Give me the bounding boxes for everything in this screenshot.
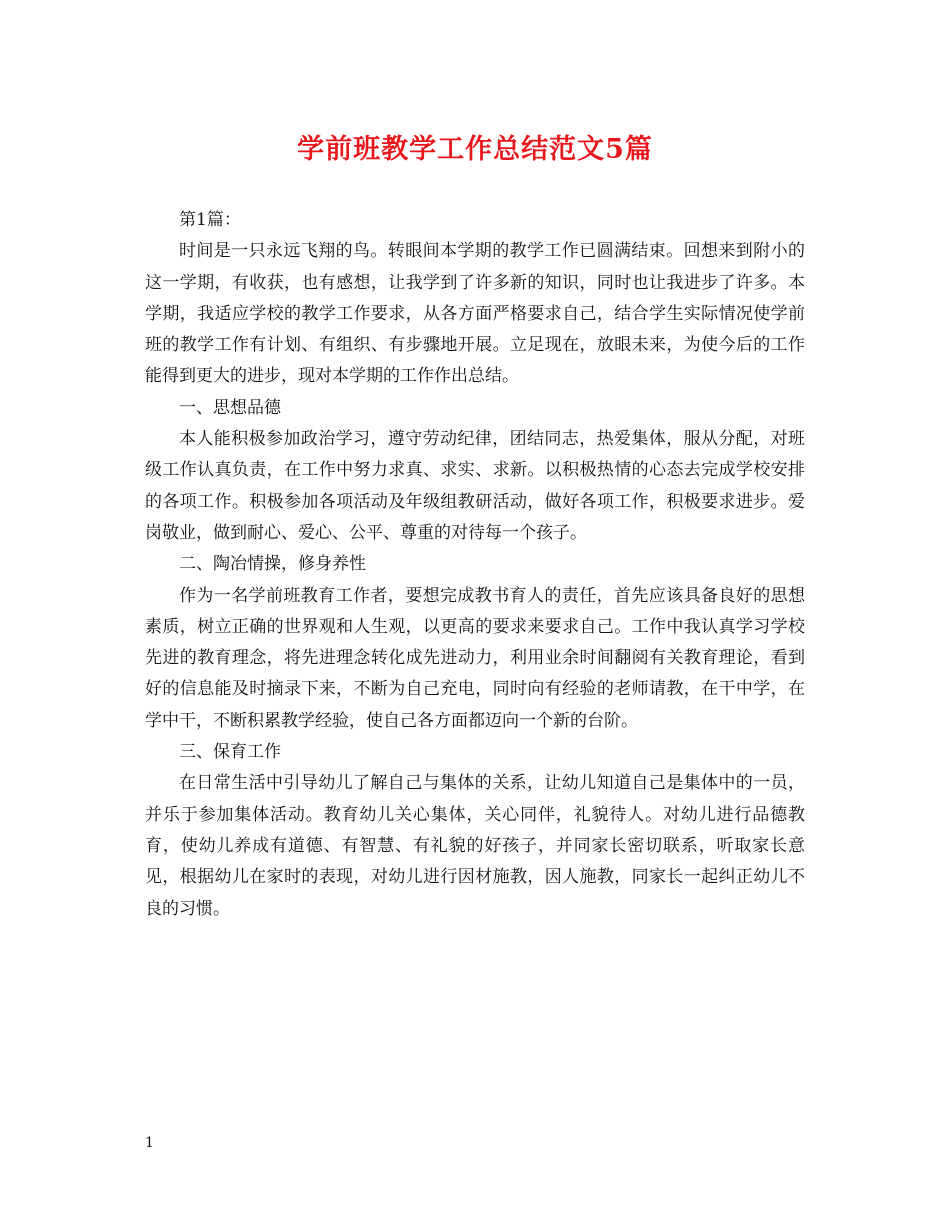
paragraph: 本人能积极参加政治学习，遵守劳动纪律，团结同志，热爱集体，服从分配，对班级工作认真负责，在工作中努力求真、求实、求新。以积极热情的心态去完成学校安排的各项工作。积极参加各项活动及年级组教研活动，做好各项工作，积极要求进步。爱岗敬业，做到耐心、爱心、公平、尊重的对待每一个孩子。 [145, 429, 805, 543]
paragraph: 作为一名学前班教育工作者，要想完成教书育人的责任，首先应该具备良好的思想素质，树立正确的世界观和人生观，以更高的要求来要求自己。工作中我认真学习学校先进的教育理念，将先进理念转化成先进动力，利用业余时间翻阅有关教育理论，看到好的信息能及时摘录下来，不断为自己充电，同时向有经验的老师请教，在干中学，在学中干，不断积累教学经验，使自己各方面都迈向一个新的台阶。 [145, 585, 805, 731]
paragraph: 在日常生活中引导幼儿了解自己与集体的关系，让幼儿知道自己是集体中的一员，并乐于参加集体活动。教育幼儿关心集体，关心同伴，礼貌待人。对幼儿进行品德教育，使幼儿养成有道德、有智慧、有礼貌的好孩子，并同家长密切联系，听取家长意见，根据幼儿在家时的表现，对幼儿进行因材施教，因人施教，同家长一起纠正幼儿不良的习惯。 [145, 773, 805, 919]
document-title: 学前班教学工作总结范文5篇 [297, 134, 653, 165]
section-heading: 一、思想品德 [179, 397, 281, 418]
section-heading: 三、保育工作 [179, 742, 281, 763]
section-heading: 二、陶冶情操，修身养性 [179, 554, 366, 575]
paragraph: 时间是一只永远飞翔的鸟。转眼间本学期的教学工作已圆满结束。回想来到附小的这一学期，有收获，也有感想，让我学到了许多新的知识，同时也让我进步了许多。本学期，我适应学校的教学工作要求，从各方面严格要求自己，结合学生实际情况使学前班的教学工作有计划、有组织、有步骤地开展。立足现在，放眼未来，为使今后的工作能得到更大的进步，现对本学期的工作作出总结。 [145, 241, 805, 387]
document-body [145, 205, 805, 925]
page-number: 1 [145, 1135, 154, 1151]
paragraph: 第1篇： [179, 210, 241, 230]
